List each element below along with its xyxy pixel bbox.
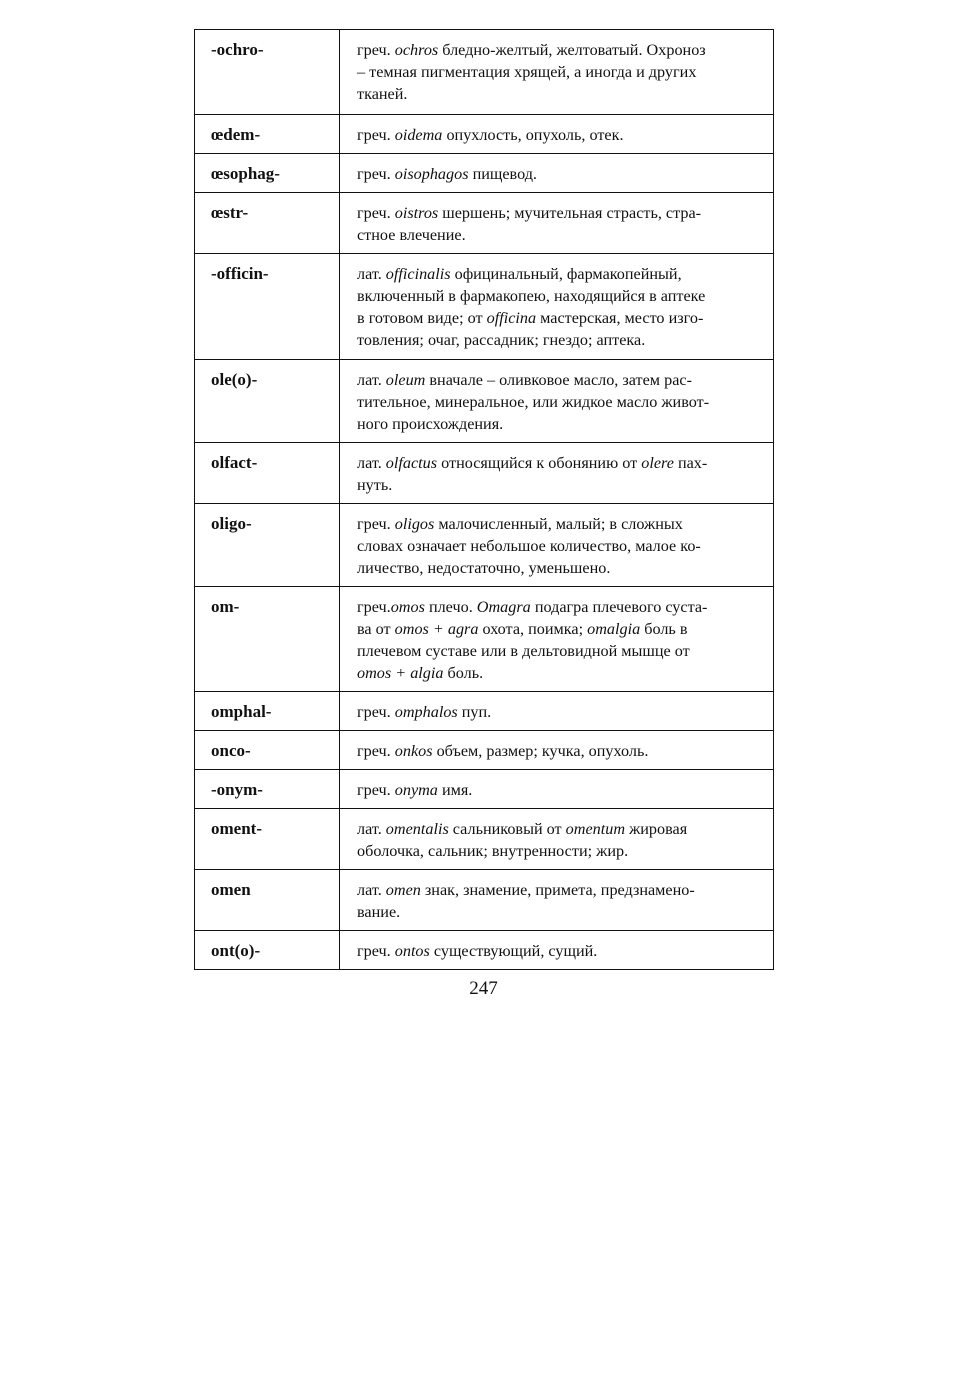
definition-italic-term: oistros — [394, 204, 439, 222]
glossary-definition — [340, 360, 774, 443]
definition-italic-term: olere — [641, 454, 674, 472]
definition-text: греч. — [357, 41, 395, 59]
definition-text: мастерская, место изго- — [536, 309, 704, 327]
glossary-definition — [340, 931, 774, 970]
definition-italic-term: onyma — [394, 781, 438, 799]
definition-text: лат. — [357, 820, 386, 838]
glossary-definition — [340, 731, 774, 770]
definition-text: лат. — [357, 265, 386, 283]
definition-italic-term: officina — [486, 309, 537, 327]
definition-text: боль. — [443, 664, 484, 682]
definition-text: ного происхождения. — [357, 415, 504, 433]
definition-italic-term: omphalos — [394, 703, 458, 721]
definition-text: боль в — [640, 620, 688, 638]
glossary-row — [195, 931, 774, 970]
definition-text: греч. — [357, 126, 395, 144]
glossary-row — [195, 193, 774, 254]
definition-italic-term: oleum — [385, 371, 426, 389]
glossary-term: œdem- — [195, 115, 340, 154]
definition-text: плечо. — [424, 598, 477, 616]
glossary-row — [195, 809, 774, 870]
glossary-definition — [340, 193, 774, 254]
glossary-row — [195, 30, 774, 115]
definition-text: бледно-желтый, желтоватый. Охроноз — [438, 41, 706, 59]
definition-text: подагра плечевого суста- — [530, 598, 708, 616]
definition-italic-term: omalgia — [587, 620, 641, 638]
glossary-definition — [340, 692, 774, 731]
glossary-term: oment- — [195, 809, 340, 870]
glossary-definition — [340, 154, 774, 193]
definition-italic-term: Omagra — [476, 598, 531, 616]
glossary-term: onco- — [195, 731, 340, 770]
glossary-definition — [340, 587, 774, 692]
glossary-term: -officin- — [195, 254, 340, 360]
definition-text: греч. — [357, 598, 391, 616]
glossary-row — [195, 115, 774, 154]
glossary-term: ont(o)- — [195, 931, 340, 970]
definition-text: вание. — [357, 903, 401, 921]
glossary-term: omphal- — [195, 692, 340, 731]
definition-text: оболочка, сальник; внутренности; жир. — [357, 842, 629, 860]
definition-text: опухлость, опухоль, отек. — [442, 126, 624, 144]
definition-text: жировая — [625, 820, 688, 838]
glossary-row — [195, 154, 774, 193]
glossary-definition — [340, 115, 774, 154]
glossary-term: -onym- — [195, 770, 340, 809]
glossary-definition — [340, 504, 774, 587]
definition-text: греч. — [357, 942, 395, 960]
definition-italic-term: officinalis — [385, 265, 451, 283]
glossary-definition — [340, 30, 774, 115]
definition-text: греч. — [357, 703, 395, 721]
definition-text: ва от — [357, 620, 395, 638]
glossary-row — [195, 504, 774, 587]
glossary-definition — [340, 870, 774, 931]
definition-text: включенный в фармакопею, находящийся в аптеке — [357, 287, 706, 305]
definition-text: лат. — [357, 881, 386, 899]
definition-text: имя. — [437, 781, 473, 799]
glossary-row — [195, 770, 774, 809]
definition-text: вначале – оливковое масло, затем рас- — [425, 371, 692, 389]
definition-text: личество, недостаточно, уменьшено. — [357, 559, 611, 577]
definition-text: в готовом виде; от — [357, 309, 487, 327]
definition-text: нуть. — [357, 476, 393, 494]
definition-text: пах- — [673, 454, 708, 472]
definition-text: пуп. — [457, 703, 492, 721]
glossary-definition — [340, 809, 774, 870]
glossary-row — [195, 254, 774, 360]
definition-text: стное влечение. — [357, 226, 466, 244]
definition-text: лат. — [357, 454, 386, 472]
definition-text: товления; очаг, рассадник; гнездо; аптека. — [357, 331, 646, 349]
definition-italic-term: omos + algia — [357, 664, 444, 682]
glossary-term: om- — [195, 587, 340, 692]
glossary-definition — [340, 770, 774, 809]
definition-italic-term: omen — [385, 881, 421, 899]
glossary-table — [194, 29, 774, 970]
definition-text: словах означает небольшое количество, малое ко- — [357, 537, 701, 555]
definition-text: – темная пигментация хрящей, а иногда и других — [357, 63, 697, 81]
definition-italic-term: oisophagos — [394, 165, 469, 183]
glossary-term: olfact- — [195, 443, 340, 504]
definition-italic-term: omos + agra — [394, 620, 479, 638]
glossary-row — [195, 731, 774, 770]
definition-italic-term: onkos — [394, 742, 433, 760]
definition-italic-term: olfactus — [385, 454, 438, 472]
definition-italic-term: omentum — [565, 820, 626, 838]
glossary-definition — [340, 443, 774, 504]
glossary-body — [195, 30, 774, 970]
glossary-term: -ochro- — [195, 30, 340, 115]
definition-text: шершень; мучительная страсть, стра- — [438, 204, 702, 222]
definition-italic-term: ochros — [394, 41, 439, 59]
definition-text: греч. — [357, 515, 395, 533]
definition-italic-term: omentalis — [385, 820, 449, 838]
glossary-row — [195, 692, 774, 731]
definition-text: греч. — [357, 781, 395, 799]
glossary-term: ole(o)- — [195, 360, 340, 443]
glossary-term: oligo- — [195, 504, 340, 587]
glossary-row — [195, 360, 774, 443]
definition-text: знак, знамение, примета, предзнамено- — [420, 881, 695, 899]
glossary-row — [195, 870, 774, 931]
definition-italic-term: omos — [390, 598, 425, 616]
definition-text: относящийся к обонянию от — [437, 454, 642, 472]
definition-text: плечевом суставе или в дельтовидной мышце от — [357, 642, 690, 660]
definition-italic-term: ontos — [394, 942, 430, 960]
definition-text: официнальный, фармакопейный, — [450, 265, 682, 283]
glossary-term: œsophag- — [195, 154, 340, 193]
definition-text: греч. — [357, 165, 395, 183]
definition-text: лат. — [357, 371, 386, 389]
definition-text: тительное, минеральное, или жидкое масло живот- — [357, 393, 710, 411]
glossary-row — [195, 587, 774, 692]
definition-text: тканей. — [357, 85, 408, 103]
page-number: 247 — [469, 978, 498, 999]
definition-text: пищевод. — [468, 165, 537, 183]
definition-italic-term: oligos — [394, 515, 435, 533]
glossary-row — [195, 443, 774, 504]
definition-italic-term: oidema — [394, 126, 443, 144]
definition-text: греч. — [357, 742, 395, 760]
definition-text: греч. — [357, 204, 395, 222]
definition-text: существующий, сущий. — [429, 942, 598, 960]
glossary-term: œstr- — [195, 193, 340, 254]
definition-text: малочисленный, малый; в сложных — [434, 515, 683, 533]
definition-text: охота, поимка; — [478, 620, 588, 638]
definition-text: сальниковый от — [448, 820, 566, 838]
definition-text: объем, размер; кучка, опухоль. — [432, 742, 649, 760]
glossary-definition — [340, 254, 774, 360]
glossary-term: omen — [195, 870, 340, 931]
